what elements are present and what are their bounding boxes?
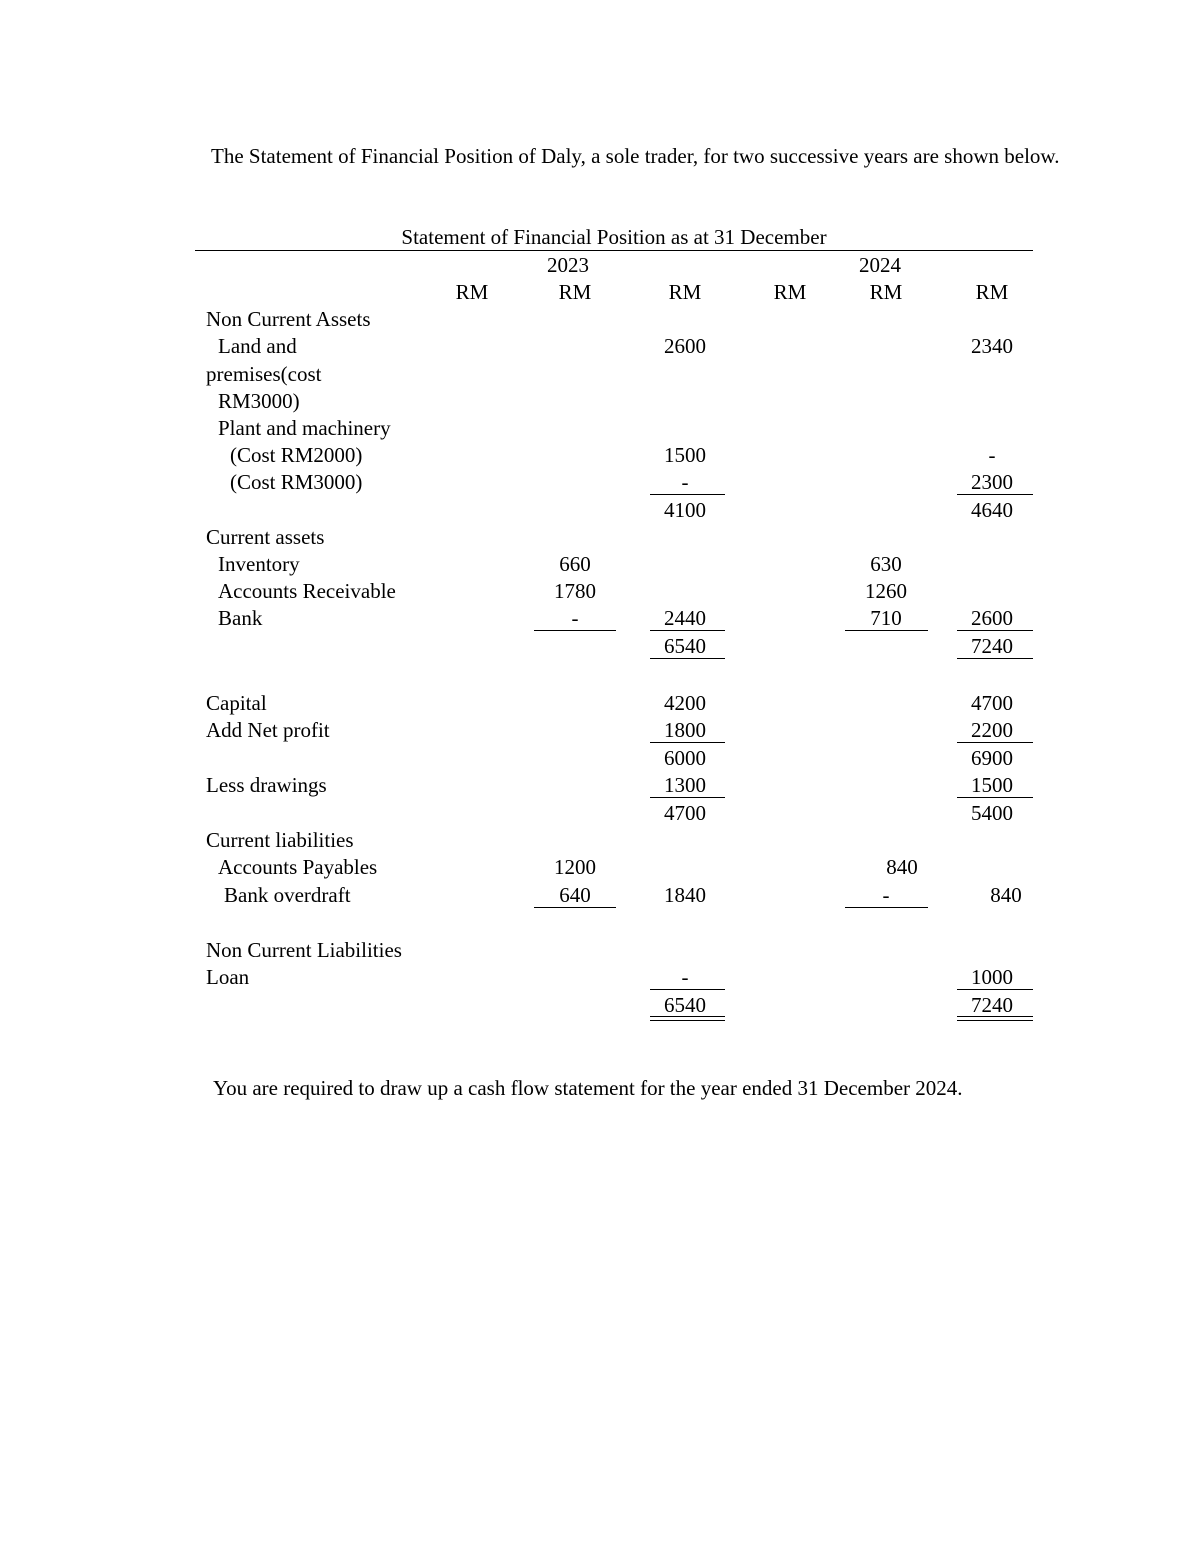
- nca-total-2024: 4640: [971, 498, 1013, 522]
- underline: [957, 797, 1033, 798]
- underline: [650, 494, 725, 495]
- cl-total-2024: 840: [990, 883, 1022, 907]
- capital-net-2024: 5400: [971, 801, 1013, 825]
- plant-cost-b-2023: -: [681, 470, 689, 494]
- bank-2024: 710: [870, 606, 902, 630]
- payables-2024: 840: [886, 855, 918, 879]
- row-label-drawings: Less drawings: [206, 773, 327, 797]
- statement-title: Statement of Financial Position as at 31 December: [401, 225, 827, 249]
- plant-cost-a-2024: -: [988, 443, 996, 467]
- currency-header: RM: [455, 280, 489, 304]
- liabilities-total-2023: 6540: [664, 993, 706, 1017]
- liabilities-total-2024: 7240: [971, 993, 1013, 1017]
- row-label-land-cont: premises(cost: [206, 362, 322, 386]
- overdraft-2024: -: [882, 883, 890, 907]
- assets-total-2023: 6540: [664, 634, 706, 658]
- land-2023: 2600: [664, 334, 706, 358]
- section-heading-non-current-assets: Non Current Assets: [206, 307, 371, 331]
- drawings-2024: 1500: [971, 773, 1013, 797]
- underline: [845, 907, 928, 908]
- double-underline: [650, 1016, 725, 1021]
- assets-total-2024: 7240: [971, 634, 1013, 658]
- capital-2023: 4200: [664, 691, 706, 715]
- land-2024: 2340: [971, 334, 1013, 358]
- row-label-loan: Loan: [206, 965, 250, 989]
- inventory-2024: 630: [870, 552, 902, 576]
- ca-total-2024: 2600: [971, 606, 1013, 630]
- underline: [957, 658, 1033, 659]
- underline: [957, 494, 1033, 495]
- payables-2023: 1200: [554, 855, 596, 879]
- capital-sub-2024: 6900: [971, 746, 1013, 770]
- underline: [650, 989, 725, 990]
- receivable-2023: 1780: [554, 579, 596, 603]
- row-label-plant-cost-a: (Cost RM2000): [230, 443, 363, 467]
- row-label-plant-cost-b: (Cost RM3000): [230, 470, 363, 494]
- underline: [957, 742, 1033, 743]
- underline: [650, 797, 725, 798]
- row-label-capital: Capital: [206, 691, 267, 715]
- capital-net-2023: 4700: [664, 801, 706, 825]
- row-label-inventory: Inventory: [218, 552, 300, 576]
- underline: [650, 742, 725, 743]
- double-underline: [957, 1016, 1033, 1021]
- plant-cost-b-2024: 2300: [971, 470, 1013, 494]
- requirement-text: You are required to draw up a cash flow statement for the year ended 31 December 2024.: [213, 1076, 963, 1100]
- currency-header: RM: [558, 280, 592, 304]
- loan-2023: -: [681, 965, 689, 989]
- underline: [957, 989, 1033, 990]
- title-rule: [195, 250, 1033, 251]
- profit-2023: 1800: [664, 718, 706, 742]
- year-header-2023: 2023: [547, 253, 589, 277]
- row-label-land-cost: RM3000): [218, 389, 300, 413]
- currency-header: RM: [668, 280, 702, 304]
- capital-sub-2023: 6000: [664, 746, 706, 770]
- section-heading-current-liabilities: Current liabilities: [206, 828, 354, 852]
- profit-2024: 2200: [971, 718, 1013, 742]
- plant-cost-a-2023: 1500: [664, 443, 706, 467]
- underline: [650, 658, 725, 659]
- row-label-bank: Bank: [218, 606, 263, 630]
- row-label-net-profit: Add Net profit: [206, 718, 330, 742]
- currency-header: RM: [773, 280, 807, 304]
- underline: [957, 630, 1033, 631]
- section-heading-non-current-liabilities: Non Current Liabilities: [206, 938, 402, 962]
- underline: [650, 630, 725, 631]
- intro-paragraph: The Statement of Financial Position of Daly, a sole trader, for two successive years are shown below.: [211, 144, 1060, 168]
- nca-total-2023: 4100: [664, 498, 706, 522]
- inventory-2023: 660: [559, 552, 591, 576]
- row-label-plant: Plant and machinery: [218, 416, 391, 440]
- capital-2024: 4700: [971, 691, 1013, 715]
- currency-header: RM: [975, 280, 1009, 304]
- loan-2024: 1000: [971, 965, 1013, 989]
- row-label-land: Land and: [218, 334, 297, 358]
- bank-2023: -: [571, 606, 579, 630]
- row-label-overdraft: Bank overdraft: [224, 883, 351, 907]
- ca-total-2023: 2440: [664, 606, 706, 630]
- receivable-2024: 1260: [865, 579, 907, 603]
- underline: [534, 907, 616, 908]
- row-label-receivable: Accounts Receivable: [218, 579, 396, 603]
- underline: [534, 630, 616, 631]
- row-label-payables: Accounts Payables: [218, 855, 378, 879]
- currency-header: RM: [869, 280, 903, 304]
- section-heading-current-assets: Current assets: [206, 525, 325, 549]
- year-header-2024: 2024: [859, 253, 901, 277]
- underline: [845, 630, 928, 631]
- cl-total-2023: 1840: [664, 883, 706, 907]
- overdraft-2023: 640: [559, 883, 591, 907]
- drawings-2023: 1300: [664, 773, 706, 797]
